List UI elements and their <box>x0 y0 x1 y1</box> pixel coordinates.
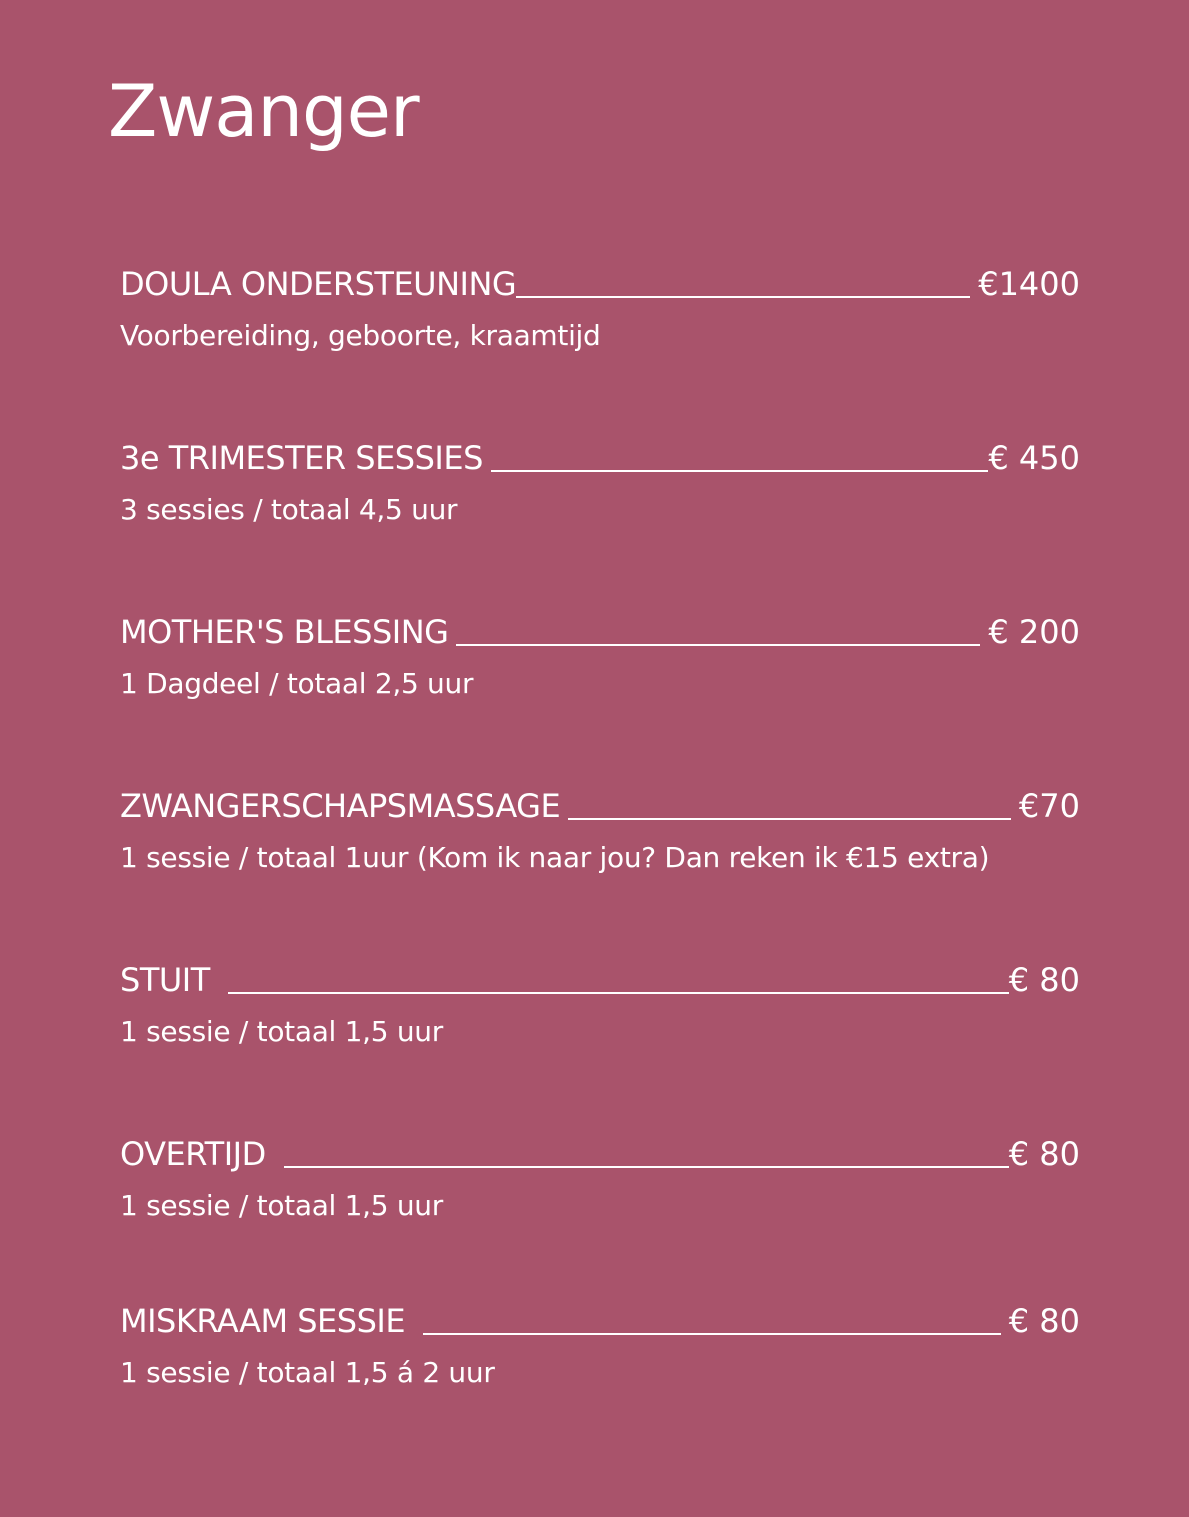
leader-line <box>228 991 1009 994</box>
price-item-overtijd <box>120 1130 1080 1220</box>
leader-line <box>456 643 980 646</box>
leader-line <box>516 295 970 298</box>
item-name: ZWANGERSCHAPSMASSAGE <box>120 787 561 825</box>
item-name: STUIT <box>120 961 210 999</box>
leader-line <box>423 1332 1001 1335</box>
leader-line <box>491 469 989 472</box>
leader-line <box>568 817 1011 820</box>
item-name: DOULA ONDERSTEUNING <box>120 265 517 303</box>
item-name: OVERTIJD <box>120 1135 266 1173</box>
item-description: 1 sessie / totaal 1,5 uur <box>120 1015 443 1048</box>
price-item-trimester <box>120 434 1080 524</box>
item-description: 1 sessie / totaal 1,5 uur <box>120 1189 443 1222</box>
item-price: € 200 <box>988 613 1080 651</box>
item-price: € 80 <box>1008 1302 1080 1340</box>
price-item-doula <box>120 260 1080 350</box>
item-description: 3 sessies / totaal 4,5 uur <box>120 493 458 526</box>
item-description: 1 sessie / totaal 1uur (Kom ik naar jou? Dan reken ik €15 extra) <box>120 841 990 874</box>
price-item-massage <box>120 782 1080 872</box>
item-description: 1 Dagdeel / totaal 2,5 uur <box>120 667 474 700</box>
item-description: 1 sessie / totaal 1,5 á 2 uur <box>120 1356 495 1389</box>
item-price: € 80 <box>1008 961 1080 999</box>
item-price: € 80 <box>1008 1135 1080 1173</box>
item-price: € 450 <box>988 439 1080 477</box>
price-item-mothers-blessing <box>120 608 1080 698</box>
price-item-miskraam <box>120 1297 1080 1387</box>
item-name: 3e TRIMESTER SESSIES <box>120 439 483 477</box>
price-item-stuit <box>120 956 1080 1046</box>
item-description: Voorbereiding, geboorte, kraamtijd <box>120 319 601 352</box>
leader-line <box>284 1165 1009 1168</box>
item-name: MISKRAAM SESSIE <box>120 1302 406 1340</box>
item-price: €70 <box>1018 787 1080 825</box>
item-name: MOTHER'S BLESSING <box>120 613 449 651</box>
page-title: Zwanger <box>108 69 419 153</box>
item-price: €1400 <box>978 265 1080 303</box>
